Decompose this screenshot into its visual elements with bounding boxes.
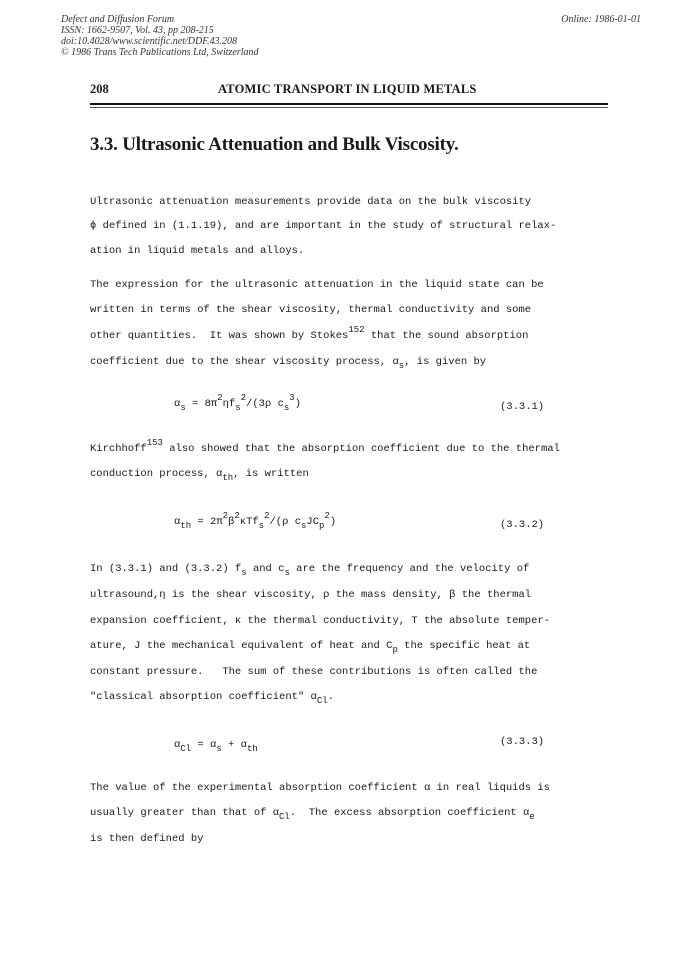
equation: αth = 2π2β2κTfs2/(ρ csJCp2) (174, 511, 337, 531)
equation: αs = 8π2ηfs2/(3ρ cs3) (174, 393, 301, 413)
text-line: The expression for the ultrasonic attenuation in the liquid state can be (90, 279, 544, 291)
publication-info (61, 14, 259, 58)
text-line: "classical absorption coefficient" αCl. (90, 691, 334, 706)
section-heading: 3.3. Ultrasonic Attenuation and Bulk Viscosity. (90, 134, 459, 155)
text-line: is then defined by (90, 833, 204, 845)
equation-number: (3.3.1) (500, 401, 545, 413)
text-line: coefficient due to the shear viscosity process, αs, is given by (90, 356, 487, 371)
running-title: ATOMIC TRANSPORT IN LIQUID METALS (218, 82, 477, 96)
text-line: written in terms of the shear viscosity, thermal conductivity and some (90, 304, 532, 316)
text-line: ation in liquid metals and alloys. (90, 245, 305, 257)
text-line: The value of the experimental absorption coefficient α in real liquids is (90, 782, 550, 794)
citation-ref: 152 (348, 325, 365, 335)
online-date: Online: 1986-01-01 (561, 14, 641, 25)
copyright: © 1986 Trans Tech Publications Ltd, Switzerland (61, 47, 259, 58)
text-line: ultrasound,η is the shear viscosity, ρ the mass density, β the thermal (90, 589, 532, 601)
text-line: constant pressure. The sum of these contributions is often called the (90, 666, 538, 678)
page-number: 208 (90, 82, 109, 96)
doi: doi:10.4028/www.scientific.net/DDF.43.208 (61, 36, 238, 47)
text-line: ϕ defined in (1.1.19), and are important in the study of structural relax- (90, 220, 557, 232)
issn: ISSN: 1662-9507, Vol. 43, pp 208-215 (61, 25, 214, 36)
running-head (90, 82, 608, 100)
header-rule-thin (90, 107, 608, 108)
text-line: ature, J the mechanical equivalent of heat and Cp the specific heat at (90, 640, 531, 655)
text-line: conduction process, αth, is written (90, 468, 309, 483)
text-line: Kirchhoff153 also showed that the absorption coefficient due to the thermal (90, 438, 560, 455)
equation: αCl = αs + αth (174, 739, 258, 754)
text-line: In (3.3.1) and (3.3.2) fs and cs are the frequency and the velocity of (90, 563, 530, 578)
text-line: Ultrasonic attenuation measurements provide data on the bulk viscosity (90, 196, 532, 208)
text-line: other quantities. It was shown by Stokes152 that the sound absorption (90, 325, 529, 342)
text-line: expansion coefficient, κ the thermal conductivity, T the absolute temper- (90, 615, 550, 627)
citation-ref: 153 (146, 438, 163, 448)
header-rule (90, 103, 608, 105)
equation-number: (3.3.3) (500, 736, 545, 748)
text-line: usually greater than that of αCl. The excess absorption coefficient αe (90, 807, 535, 822)
equation-number: (3.3.2) (500, 519, 545, 531)
journal-name: Defect and Diffusion Forum (61, 14, 175, 25)
